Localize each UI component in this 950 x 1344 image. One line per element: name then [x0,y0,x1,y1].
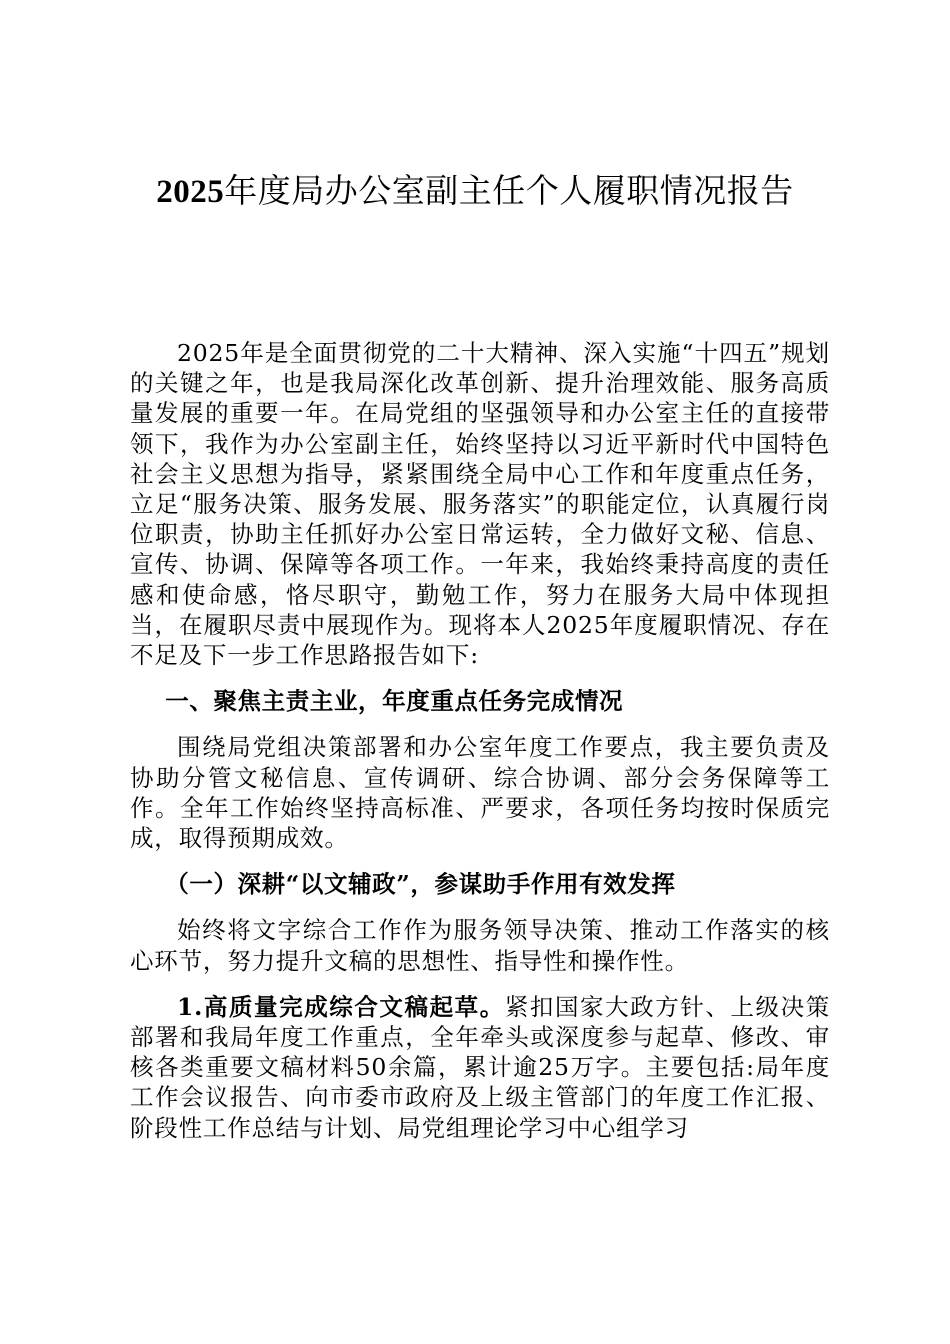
spacer [130,853,830,869]
title-text: 年度局办公室副主任个人履职情况报告 [224,171,794,210]
spacer [130,899,830,915]
subsection-1-heading: （一）深耕“以文辅政”，参谋助手作用有效发挥 [165,870,676,899]
spacer [130,716,830,732]
spacer [130,976,830,992]
item-1-text: 紧扣国家大政方针、上级决策部署和我局年度工作重点，全年牵头或深度参与起草、修改、审核各类重要文稿材料50余篇，累计逾25万字。主要包括:局年度工作会议报告、向市委市政府及上级主管部门的年度工作汇报、阶段性工作总结与计划、局党组理论学习中心组学习 [130,992,831,1142]
section-1-heading: 一、聚焦主责主业，年度重点任务完成情况 [165,687,624,716]
document-body [130,338,830,1143]
item-1-paragraph [130,992,830,1143]
spacer [130,670,830,686]
subsection-1-paragraph: 始终将文字综合工作作为服务领导决策、推动工作落实的核心环节，努力提升文稿的思想性、指导性和操作性。 [130,916,830,975]
section-1-paragraph: 围绕局党组决策部署和办公室年度工作要点，我主要负责及协助分管文秘信息、宣传调研、综合协调、部分会务保障等工作。全年工作始终坚持高标准、严要求，各项任务均按时保质完成，取得预期成效。 [130,733,830,853]
title-year: 2025 [156,174,225,210]
intro-paragraph: 2025年是全面贯彻党的二十大精神、深入实施“十四五”规划的关键之年，也是我局深化改革创新、提升治理效能、服务高质量发展的重要一年。在局党组的坚强领导和办公室主任的直接带领下，我作为办公室副主任，始终坚持以习近平新时代中国特色社会主义思想为指导，紧紧围绕全局中心工作和年度重点任务，立足“服务决策、服务发展、服务落实”的职能定位，认真履行岗位职责，协助主任抓好办公室日常运转，全力做好文秘、信息、宣传、协调、保障等各项工作。一年来，我始终秉持高度的责任感和使命感，恪尽职守，勤勉工作，努力在服务大局中体现担当，在履职尽责中展现作为。现将本人2025年度履职情况、存在不足及下一步工作思路报告如下: [130,339,830,670]
document-title [0,168,950,215]
item-1-lead: 1.高质量完成综合文稿起草。 [177,992,505,1021]
